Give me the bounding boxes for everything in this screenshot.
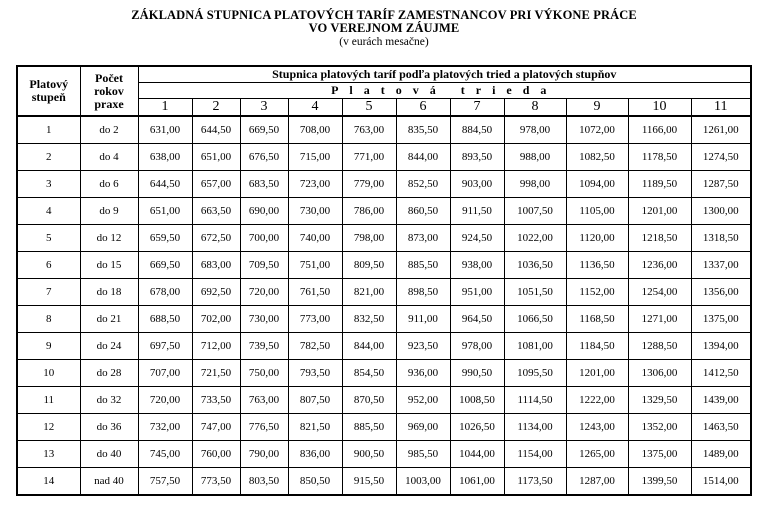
cell-salary: 821,50 [288,414,342,441]
table-row [17,198,751,225]
cell-salary: 898,50 [396,279,450,306]
cell-salary: 763,00 [240,387,288,414]
cell-salary: 720,00 [240,279,288,306]
cell-salary: 760,00 [192,441,240,468]
cell-salary: 807,50 [288,387,342,414]
cell-salary: 1318,50 [691,225,751,252]
cell-salary: 1329,50 [628,387,691,414]
cell-salary: 683,50 [240,171,288,198]
table-row [17,144,751,171]
cell-years: do 6 [80,171,138,198]
cell-years: do 28 [80,360,138,387]
cell-salary: 676,50 [240,144,288,171]
cell-salary: 1375,00 [691,306,751,333]
cell-years: do 40 [80,441,138,468]
cell-salary: 836,00 [288,441,342,468]
cell-salary: 712,00 [192,333,240,360]
cell-salary: 750,00 [240,360,288,387]
cell-salary: 854,50 [342,360,396,387]
cell-salary: 1394,00 [691,333,751,360]
cell-grade: 6 [17,252,80,279]
cell-salary: 1184,50 [566,333,628,360]
cell-salary: 1166,00 [628,116,691,144]
cell-salary: 1082,50 [566,144,628,171]
cell-salary: 936,00 [396,360,450,387]
cell-salary: 1003,00 [396,468,450,496]
cell-salary: 1178,50 [628,144,691,171]
header-grade: Platový stupeň [17,66,80,116]
cell-salary: 844,00 [396,144,450,171]
cell-salary: 1134,00 [504,414,566,441]
header-years: Počet rokov praxe [80,66,138,116]
cell-salary: 730,00 [240,306,288,333]
table-row [17,468,751,496]
cell-salary: 644,50 [138,171,192,198]
header-class-label: Platová trieda [331,83,558,97]
cell-grade: 3 [17,171,80,198]
cell-salary: 969,00 [396,414,450,441]
cell-grade: 4 [17,198,80,225]
cell-salary: 1287,50 [691,171,751,198]
table-row [17,171,751,198]
cell-grade: 11 [17,387,80,414]
cell-grade: 8 [17,306,80,333]
class-number-11: 11 [691,99,751,117]
cell-salary: 1218,50 [628,225,691,252]
cell-salary: 715,00 [288,144,342,171]
cell-salary: 1463,50 [691,414,751,441]
table-header [17,66,751,116]
cell-years: do 9 [80,198,138,225]
document-title-line1: ZÁKLADNÁ STUPNICA PLATOVÝCH TARÍF ZAMESTNANCOV PRI VÝKONE PRÁCE [131,8,637,22]
cell-salary: 1061,00 [450,468,504,496]
cell-salary: 1136,50 [566,252,628,279]
cell-grade: 14 [17,468,80,496]
cell-salary: 1254,00 [628,279,691,306]
cell-salary: 751,00 [288,252,342,279]
cell-salary: 790,00 [240,441,288,468]
cell-years: do 21 [80,306,138,333]
cell-salary: 938,00 [450,252,504,279]
table-row [17,333,751,360]
cell-salary: 1081,00 [504,333,566,360]
cell-salary: 1399,50 [628,468,691,496]
cell-salary: 1154,00 [504,441,566,468]
cell-salary: 915,50 [342,468,396,496]
table-row [17,414,751,441]
cell-salary: 911,50 [450,198,504,225]
cell-grade: 5 [17,225,80,252]
cell-salary: 1489,00 [691,441,751,468]
class-number-4: 4 [288,99,342,117]
class-number-2: 2 [192,99,240,117]
cell-salary: 1022,00 [504,225,566,252]
cell-salary: 1168,50 [566,306,628,333]
cell-salary: 1094,00 [566,171,628,198]
cell-salary: 1439,00 [691,387,751,414]
cell-grade: 2 [17,144,80,171]
cell-salary: 809,50 [342,252,396,279]
cell-years: nad 40 [80,468,138,496]
cell-salary: 1201,00 [566,360,628,387]
class-number-7: 7 [450,99,504,117]
cell-salary: 1072,00 [566,116,628,144]
cell-salary: 860,50 [396,198,450,225]
cell-salary: 900,50 [342,441,396,468]
cell-salary: 998,00 [504,171,566,198]
cell-years: do 24 [80,333,138,360]
cell-years: do 32 [80,387,138,414]
cell-salary: 721,50 [192,360,240,387]
class-number-8: 8 [504,99,566,117]
cell-salary: 1152,00 [566,279,628,306]
cell-salary: 697,50 [138,333,192,360]
cell-salary: 798,00 [342,225,396,252]
cell-salary: 884,50 [450,116,504,144]
cell-salary: 720,00 [138,387,192,414]
cell-salary: 978,00 [450,333,504,360]
cell-salary: 1261,00 [691,116,751,144]
table-row [17,116,751,144]
document-subtitle: (v eurách mesačne) [339,36,429,48]
cell-salary: 1173,50 [504,468,566,496]
cell-salary: 773,00 [288,306,342,333]
cell-salary: 873,00 [396,225,450,252]
cell-salary: 733,50 [192,387,240,414]
cell-salary: 757,50 [138,468,192,496]
cell-salary: 730,00 [288,198,342,225]
table-row [17,387,751,414]
table-row [17,225,751,252]
cell-salary: 1337,00 [691,252,751,279]
cell-salary: 1236,00 [628,252,691,279]
cell-salary: 631,00 [138,116,192,144]
cell-salary: 835,50 [396,116,450,144]
cell-salary: 1306,00 [628,360,691,387]
cell-salary: 692,50 [192,279,240,306]
table-row [17,279,751,306]
cell-salary: 988,00 [504,144,566,171]
cell-salary: 745,00 [138,441,192,468]
cell-salary: 732,00 [138,414,192,441]
header-group: Stupnica platových taríf podľa platových tried a platových stupňov [138,66,751,83]
table-row [17,360,751,387]
cell-salary: 1243,00 [566,414,628,441]
cell-salary: 1288,50 [628,333,691,360]
cell-salary: 1271,00 [628,306,691,333]
cell-years: do 2 [80,116,138,144]
cell-salary: 1007,50 [504,198,566,225]
cell-salary: 1120,00 [566,225,628,252]
cell-grade: 13 [17,441,80,468]
cell-salary: 659,50 [138,225,192,252]
cell-salary: 782,50 [288,333,342,360]
cell-salary: 709,50 [240,252,288,279]
cell-salary: 776,50 [240,414,288,441]
cell-salary: 1287,00 [566,468,628,496]
cell-salary: 669,50 [240,116,288,144]
cell-salary: 1352,00 [628,414,691,441]
cell-salary: 1066,50 [504,306,566,333]
cell-salary: 821,00 [342,279,396,306]
cell-grade: 12 [17,414,80,441]
cell-salary: 793,50 [288,360,342,387]
cell-salary: 832,50 [342,306,396,333]
class-number-3: 3 [240,99,288,117]
cell-salary: 990,50 [450,360,504,387]
cell-salary: 683,00 [192,252,240,279]
cell-salary: 985,50 [396,441,450,468]
cell-salary: 740,00 [288,225,342,252]
cell-salary: 672,50 [192,225,240,252]
cell-salary: 773,50 [192,468,240,496]
class-number-1: 1 [138,99,192,117]
cell-salary: 1105,00 [566,198,628,225]
cell-salary: 870,50 [342,387,396,414]
cell-salary: 978,00 [504,116,566,144]
cell-salary: 1044,00 [450,441,504,468]
cell-salary: 885,50 [396,252,450,279]
cell-salary: 739,50 [240,333,288,360]
class-number-5: 5 [342,99,396,117]
cell-salary: 1114,50 [504,387,566,414]
class-number-6: 6 [396,99,450,117]
cell-salary: 885,50 [342,414,396,441]
cell-salary: 964,50 [450,306,504,333]
cell-salary: 803,50 [240,468,288,496]
cell-salary: 1189,50 [628,171,691,198]
cell-salary: 852,50 [396,171,450,198]
document-title-line2: VO VEREJNOM ZÁUJME [308,21,460,35]
cell-salary: 1026,50 [450,414,504,441]
cell-salary: 651,00 [138,198,192,225]
cell-salary: 651,00 [192,144,240,171]
salary-table [16,65,752,496]
cell-salary: 903,00 [450,171,504,198]
cell-salary: 763,00 [342,116,396,144]
cell-salary: 1265,00 [566,441,628,468]
table-row [17,441,751,468]
class-number-10: 10 [628,99,691,117]
cell-grade: 1 [17,116,80,144]
cell-salary: 657,00 [192,171,240,198]
cell-salary: 1008,50 [450,387,504,414]
cell-salary: 688,50 [138,306,192,333]
cell-salary: 638,00 [138,144,192,171]
cell-salary: 702,00 [192,306,240,333]
cell-salary: 669,50 [138,252,192,279]
cell-salary: 786,00 [342,198,396,225]
table-row [17,306,751,333]
header-class [138,83,751,99]
class-number-9: 9 [566,99,628,117]
cell-salary: 644,50 [192,116,240,144]
cell-salary: 1201,00 [628,198,691,225]
cell-salary: 850,50 [288,468,342,496]
cell-grade: 7 [17,279,80,306]
cell-years: do 15 [80,252,138,279]
cell-salary: 761,50 [288,279,342,306]
cell-salary: 1300,00 [691,198,751,225]
cell-salary: 779,00 [342,171,396,198]
cell-salary: 1514,00 [691,468,751,496]
cell-salary: 1356,00 [691,279,751,306]
cell-grade: 10 [17,360,80,387]
cell-years: do 18 [80,279,138,306]
cell-years: do 4 [80,144,138,171]
cell-salary: 1051,50 [504,279,566,306]
cell-salary: 700,00 [240,225,288,252]
cell-grade: 9 [17,333,80,360]
cell-salary: 893,50 [450,144,504,171]
cell-salary: 723,00 [288,171,342,198]
table-body [17,116,751,495]
cell-salary: 923,50 [396,333,450,360]
table-row [17,252,751,279]
cell-years: do 36 [80,414,138,441]
cell-salary: 844,00 [342,333,396,360]
cell-salary: 663,50 [192,198,240,225]
cell-salary: 1412,50 [691,360,751,387]
cell-salary: 707,00 [138,360,192,387]
cell-salary: 771,00 [342,144,396,171]
cell-years: do 12 [80,225,138,252]
cell-salary: 952,00 [396,387,450,414]
cell-salary: 1036,50 [504,252,566,279]
cell-salary: 690,00 [240,198,288,225]
cell-salary: 1095,50 [504,360,566,387]
cell-salary: 678,00 [138,279,192,306]
cell-salary: 708,00 [288,116,342,144]
cell-salary: 1274,50 [691,144,751,171]
cell-salary: 924,50 [450,225,504,252]
cell-salary: 911,00 [396,306,450,333]
cell-salary: 747,00 [192,414,240,441]
cell-salary: 1222,00 [566,387,628,414]
cell-salary: 1375,00 [628,441,691,468]
cell-salary: 951,00 [450,279,504,306]
